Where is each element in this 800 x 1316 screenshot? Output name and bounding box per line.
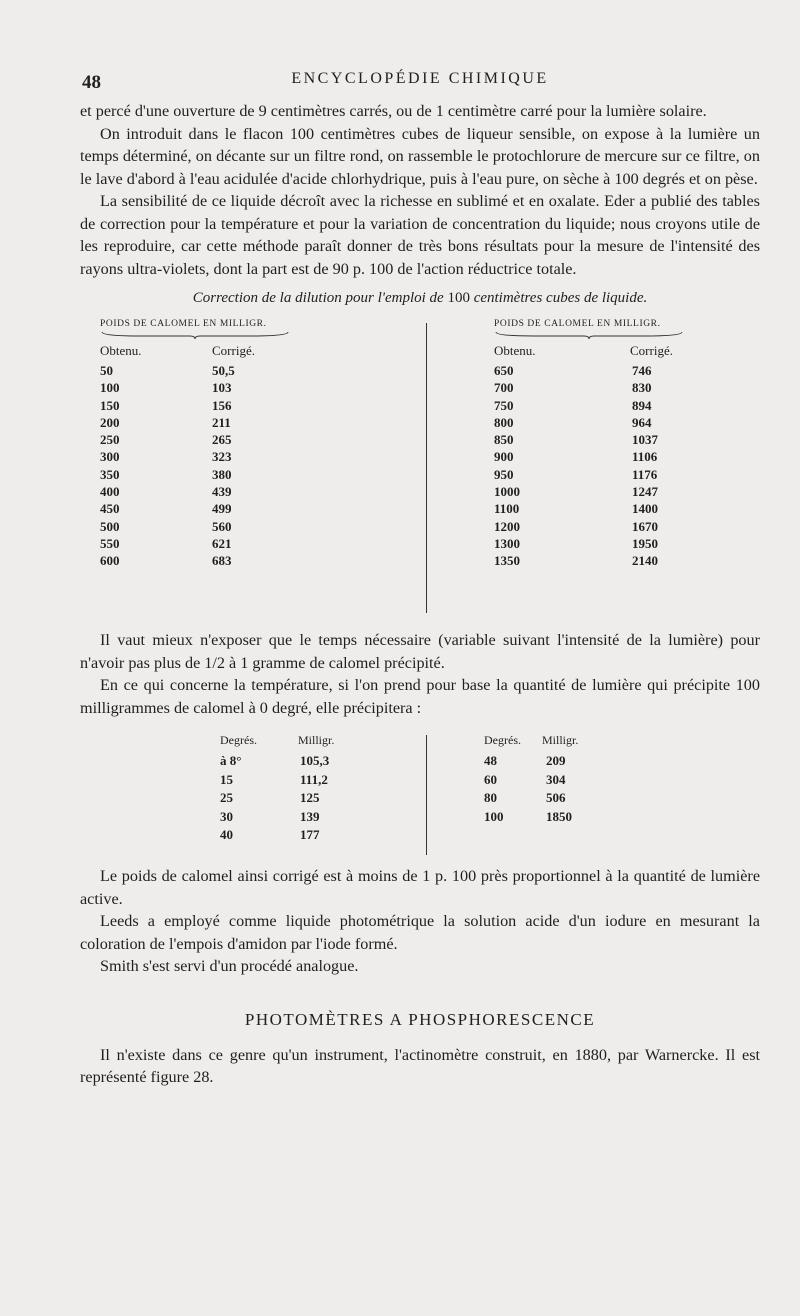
table-cell: 211 (212, 414, 231, 430)
table-cell: 100 (100, 380, 120, 396)
table-cell: 894 (632, 397, 652, 413)
table-cell: 177 (300, 827, 320, 842)
column-header-milligr: Milligr. (298, 733, 335, 747)
table-cell: 304 (546, 771, 566, 787)
paragraph: Smith s'est servi d'un procédé analogue. (100, 957, 359, 975)
column-header-obtenu: Obtenu. (100, 343, 142, 358)
table-row (100, 363, 380, 380)
table-cell: 1106 (632, 449, 658, 465)
table-row (100, 553, 380, 570)
column-header-milligr: Milligr. (542, 733, 579, 747)
table-cell: 1000 (494, 484, 520, 500)
table-header: POIDS DE CALOMEL EN MILLIGR. (494, 319, 661, 329)
table-cell: à 8° (220, 753, 242, 768)
column-header-corrige: Corrigé. (630, 343, 673, 358)
table-row (494, 501, 754, 518)
paragraph: Leeds a employé comme liquide photométrique la solution acide d'un iodure en mesurant la coloration de l'empois d'amidon par l'iode formé. (80, 912, 760, 953)
table-row (494, 398, 754, 415)
table-row (100, 501, 380, 518)
table-row (494, 432, 754, 449)
table-cell: 139 (300, 808, 320, 824)
table-cell: 60 (484, 771, 497, 787)
brace-decoration (100, 331, 290, 339)
table-cell: 500 (100, 518, 120, 534)
table-cell: 1037 (632, 432, 658, 448)
table-caption: Correction de la dilution pour l'emploi de 100 centimètres cubes de liquide. (192, 290, 648, 306)
table-cell: 380 (212, 466, 232, 482)
table-row (100, 536, 380, 553)
table-cell: 103 (212, 380, 232, 396)
table-cell: 600 (100, 553, 120, 569)
table-cell: 700 (494, 380, 514, 396)
column-divider (426, 735, 427, 855)
table-row (484, 809, 684, 828)
table-cell: 830 (632, 380, 652, 396)
table-cell: 850 (494, 432, 514, 448)
table-cell: 100 (484, 808, 504, 824)
table-cell: 1950 (632, 535, 658, 551)
table-cell: 800 (494, 414, 514, 430)
table-cell: 323 (212, 449, 232, 465)
table-row (220, 772, 420, 791)
table-cell: 746 (632, 363, 652, 378)
table-cell: 30 (220, 808, 233, 824)
table-row (494, 415, 754, 432)
table-cell: 1670 (632, 518, 658, 534)
column-header-obtenu: Obtenu. (494, 343, 536, 358)
table-row (220, 827, 420, 846)
paragraph: et percé d'une ouverture de 9 centimètres carrés, ou de 1 centimètre carré pour la lumière solaire. (80, 102, 707, 120)
table-cell: 964 (632, 414, 652, 430)
table-cell: 560 (212, 518, 232, 534)
table-row (484, 772, 684, 791)
paragraph: Le poids de calomel ainsi corrigé est à moins de 1 p. 100 près proportionnel à la quantité de lumière active. (80, 867, 760, 908)
table-cell: 40 (220, 827, 233, 842)
table-row (100, 398, 380, 415)
table-header: POIDS DE CALOMEL EN MILLIGR. (100, 319, 267, 329)
table-row (484, 790, 684, 809)
table-cell: 621 (212, 535, 232, 551)
paragraph: Il n'existe dans ce genre qu'un instrument, l'actinomètre construit, en 1880, par Warnercke. Il est représenté figure 28. (80, 1045, 760, 1086)
table-cell: 1247 (632, 484, 658, 500)
table-cell: 506 (546, 790, 566, 805)
table-cell: 1176 (632, 466, 658, 482)
table-row (484, 753, 684, 772)
column-header-degres: Degrés. (220, 733, 257, 747)
table-cell: 550 (100, 535, 120, 551)
table-cell: 950 (494, 466, 514, 482)
table-cell: 265 (212, 432, 232, 448)
table-row (494, 519, 754, 536)
table-cell: 2140 (632, 553, 658, 569)
table-right-half (484, 733, 684, 827)
running-title: ENCYCLOPÉDIE CHIMIQUE (291, 70, 549, 87)
table-row (220, 790, 420, 809)
table-cell: 50 (100, 363, 113, 378)
table-cell: 350 (100, 466, 120, 482)
table-left-half (100, 319, 380, 571)
table-cell: 200 (100, 414, 120, 430)
table-cell: 156 (212, 397, 232, 413)
table-left-half (220, 733, 420, 846)
table-row (100, 467, 380, 484)
table-cell: 900 (494, 449, 514, 465)
table-cell: 439 (212, 484, 232, 500)
table-row (100, 449, 380, 466)
table-cell: 80 (484, 790, 497, 805)
main-text (80, 100, 760, 1089)
table-cell: 1300 (494, 535, 520, 551)
temperature-table (80, 733, 760, 859)
column-header-degres: Degrés. (484, 733, 521, 747)
table-cell: 111,2 (300, 771, 328, 787)
table-cell: 650 (494, 363, 514, 378)
table-cell: 499 (212, 501, 232, 517)
table-cell: 48 (484, 753, 497, 768)
table-row (220, 809, 420, 828)
paragraph: Il vaut mieux n'exposer que le temps nécessaire (variable suivant l'intensité de la lumière) pour n'avoir pas plus de 1/2 à 1 gramme de calomel précipité. (80, 631, 760, 672)
table-cell: 15 (220, 771, 233, 787)
table-cell: 50,5 (212, 363, 235, 378)
table-cell: 1400 (632, 501, 658, 517)
table-cell: 209 (546, 753, 566, 768)
table-cell: 683 (212, 553, 232, 569)
section-title: PHOTOMÈTRES A PHOSPHORESCENCE (244, 1009, 596, 1029)
table-row (494, 363, 754, 380)
table-row (494, 536, 754, 553)
table-cell: 300 (100, 449, 120, 465)
table-cell: 105,3 (300, 753, 330, 768)
table-row (494, 380, 754, 397)
table-cell: 1200 (494, 518, 520, 534)
paragraph: La sensibilité de ce liquide décroît avec la richesse en sublimé et en oxalate. Eder a publié des tables de correction pour la température et pour la variation de concentration du liquide; nous croyons utile de les reproduire, car cette méthode paraît donner de très bons résultats pour la mesure de l'intensité des rayons ultra-violets, dont la part est de 90 p. 100 de l'action réductrice totale. (80, 192, 760, 278)
dilution-correction-table (80, 319, 760, 619)
page-header (80, 64, 760, 92)
table-row (100, 484, 380, 501)
brace-decoration (494, 331, 684, 339)
table-cell: 750 (494, 397, 514, 413)
table-row (494, 467, 754, 484)
table-cell: 400 (100, 484, 120, 500)
table-row (100, 519, 380, 536)
table-cell: 1100 (494, 501, 520, 517)
table-row (100, 380, 380, 397)
table-cell: 1350 (494, 553, 520, 569)
table-right-half (494, 319, 754, 571)
table-row (100, 415, 380, 432)
table-cell: 125 (300, 790, 320, 805)
paragraph: On introduit dans le flacon 100 centimètres cubes de liqueur sensible, on expose à la lumière un temps déterminé, on décante sur un filtre rond, on rassemble le protochlorure de mercure sur ce filtre, on le lave d'abord à l'eau acidulée d'acide chlorhydrique, puis à l'eau pure, on sèche à 100 degrés et on pèse. (80, 124, 760, 188)
table-cell: 25 (220, 790, 233, 805)
table-cell: 1850 (546, 808, 572, 824)
table-cell: 450 (100, 501, 120, 517)
table-cell: 250 (100, 432, 120, 448)
table-row (494, 484, 754, 501)
paragraph: En ce qui concerne la température, si l'on prend pour base la quantité de lumière qui précipite 100 milligrammes de calomel à 0 degré, elle précipitera : (80, 676, 760, 717)
table-row (494, 553, 754, 570)
table-row (100, 432, 380, 449)
column-header-corrige: Corrigé. (212, 343, 255, 358)
column-divider (426, 323, 427, 613)
table-row (220, 753, 420, 772)
table-row (494, 449, 754, 466)
page-number: 48 (82, 72, 101, 93)
table-cell: 150 (100, 397, 120, 413)
